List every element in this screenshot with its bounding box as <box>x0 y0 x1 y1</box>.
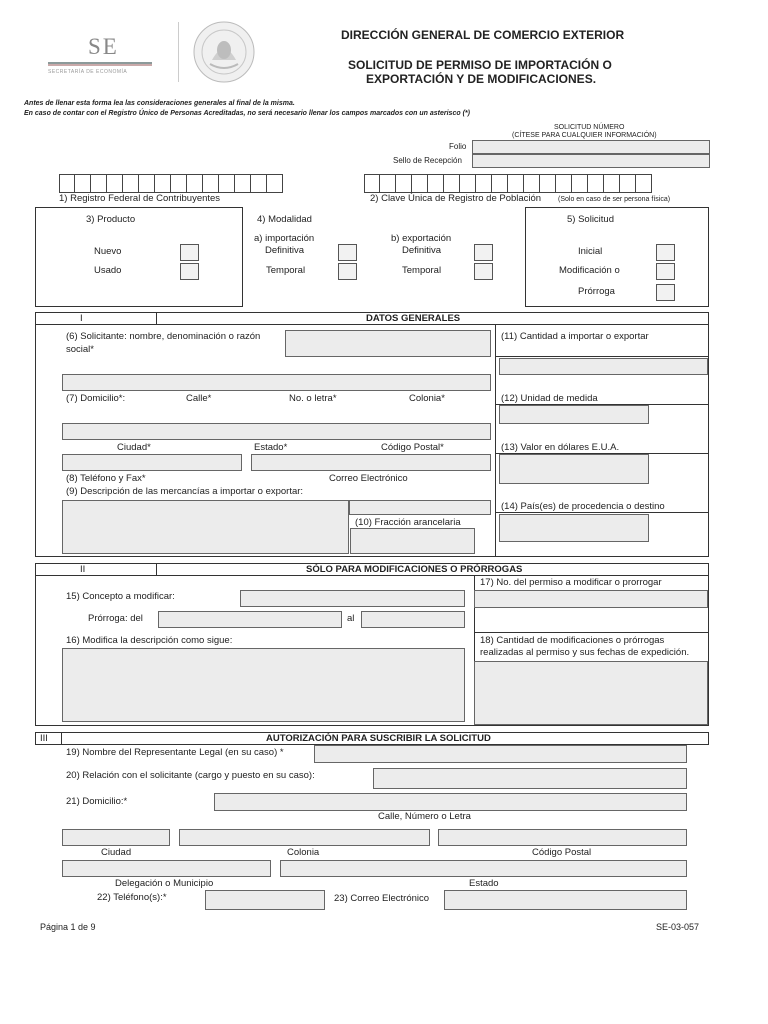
prorroga-al-field[interactable] <box>361 611 465 628</box>
logo-text: SE <box>88 34 119 59</box>
form-code: SE-03-057 <box>656 922 700 932</box>
section-2-number: II <box>36 564 157 575</box>
cantidad-label: (11) Cantidad a importar o exportar <box>501 331 649 342</box>
descripcion-label: (9) Descripción de las mercancías a importar o exportar: <box>66 486 304 497</box>
valor-field[interactable] <box>499 454 649 484</box>
exportacion-temporal-label: Temporal <box>402 265 442 276</box>
correo-label: Correo Electrónico <box>329 473 408 484</box>
pais-field[interactable] <box>499 514 649 542</box>
calle-numero-label: Calle, Número o Letra <box>378 811 471 822</box>
rfc-input-cells[interactable] <box>59 174 283 193</box>
section-3-header <box>35 732 709 745</box>
solicitud-prorroga-label: Prórroga <box>578 286 615 297</box>
solicitante-label-2: social* <box>66 344 94 355</box>
solicitud-tipo-title: 5) Solicitud <box>567 214 614 225</box>
solicitante-name-field[interactable] <box>62 374 491 391</box>
ciudad-label: Ciudad* <box>117 442 151 453</box>
citese-label: (CÍTESE PARA CUALQUIER INFORMACIÓN) <box>512 132 657 139</box>
solicitud-tipo-box <box>525 207 709 307</box>
instructions-line1: Antes de llenar esta forma lea las consideraciones generales al final de la misma. <box>24 100 295 107</box>
section-3-number: III <box>36 733 62 744</box>
domicilio-rep-field[interactable] <box>214 793 687 811</box>
curp-input-cells[interactable] <box>364 174 652 193</box>
sello-label: Sello de Recepción <box>393 156 462 165</box>
producto-usado-label: Usado <box>94 265 122 276</box>
ciudad-rep-label: Ciudad <box>101 847 132 858</box>
producto-nuevo-checkbox[interactable] <box>180 244 199 261</box>
header-divider <box>178 22 179 82</box>
modalidad-title: 4) Modalidad <box>257 214 312 225</box>
section-1-column-divider <box>495 325 496 557</box>
modifica-field[interactable] <box>62 648 465 722</box>
cp-rep-label: Código Postal <box>532 847 592 858</box>
solicitud-inicial-checkbox[interactable] <box>656 244 675 261</box>
prorroga-del-field[interactable] <box>158 611 342 628</box>
importacion-definitiva-label: Definitiva <box>265 245 305 256</box>
telefono-label: (8) Teléfono y Fax* <box>66 473 146 484</box>
cp-label: Código Postal* <box>381 442 444 453</box>
producto-nuevo-label: Nuevo <box>94 246 122 257</box>
colonia-rep-label: Colonia <box>287 847 320 858</box>
numero-label: No. o letra* <box>289 393 337 404</box>
importacion-temporal-label: Temporal <box>266 265 306 276</box>
ciudad-rep-field[interactable] <box>62 829 170 846</box>
delegacion-label: Delegación o Municipio <box>115 878 214 889</box>
estado-label: Estado* <box>254 442 288 453</box>
modalidad-importacion: a) importación <box>254 233 315 244</box>
producto-title: 3) Producto <box>86 214 136 225</box>
domicilio-field[interactable] <box>62 423 491 440</box>
ciudad-field[interactable] <box>62 454 242 471</box>
folio-label: Folio <box>449 142 467 151</box>
concepto-field[interactable] <box>240 590 465 607</box>
cantidad-mod-label-1: 18) Cantidad de modificaciones o prórrogas <box>480 635 665 646</box>
importacion-definitiva-checkbox[interactable] <box>338 244 357 261</box>
cantidad-mod-label-2: realizadas al permiso y sus fechas de expedición. <box>480 647 690 658</box>
fraccion-field[interactable] <box>350 528 475 554</box>
correo-rep-field[interactable] <box>444 890 687 910</box>
section-1-header <box>35 312 709 325</box>
solicitante-field[interactable] <box>285 330 491 357</box>
form-title-line1: SOLICITUD DE PERMISO DE IMPORTACIÓN O <box>348 58 612 72</box>
estado-rep-label: Estado <box>469 878 499 889</box>
section-3-title: AUTORIZACIÓN PARA SUSCRIBIR LA SOLICITUD <box>266 733 491 744</box>
producto-box <box>35 207 243 307</box>
solicitud-numero-label: SOLICITUD NÚMERO <box>554 124 625 131</box>
telefono-rep-field[interactable] <box>205 890 325 910</box>
relacion-label: 20) Relación con el solicitante (cargo y puesto en su caso): <box>66 770 315 781</box>
modifica-label: 16) Modifica la descripción como sigue: <box>66 635 233 646</box>
representante-field[interactable] <box>314 745 687 763</box>
section-1-number: I <box>36 313 157 324</box>
rfc-label: 1) Registro Federal de Contribuyentes <box>59 193 221 204</box>
page-number: Página 1 de 9 <box>40 922 96 932</box>
delegacion-field[interactable] <box>62 860 271 877</box>
cantidad-field[interactable] <box>499 358 708 375</box>
solicitud-inicial-label: Inicial <box>578 246 603 257</box>
no-permiso-label: 17) No. del permiso a modificar o prorrogar <box>480 577 662 588</box>
unidad-label: (12) Unidad de medida <box>501 393 598 404</box>
curp-label: 2) Clave Única de Registro de Población <box>370 193 542 204</box>
producto-usado-checkbox[interactable] <box>180 263 199 280</box>
colonia-rep-field[interactable] <box>179 829 430 846</box>
sello-field[interactable] <box>472 154 710 168</box>
exportacion-definitiva-checkbox[interactable] <box>474 244 493 261</box>
relacion-field[interactable] <box>373 768 687 789</box>
se-logo <box>40 28 160 74</box>
valor-label: (13) Valor en dólares E.U.A. <box>501 442 620 453</box>
descripcion-field[interactable] <box>62 500 349 554</box>
mexico-seal-icon <box>192 20 256 84</box>
logo-subtitle: SECRETARÍA DE ECONOMÍA <box>48 69 128 75</box>
section-2-header <box>35 563 709 576</box>
section-2-title: SÓLO PARA MODIFICACIONES O PRÓRROGAS <box>306 564 523 575</box>
representante-label: 19) Nombre del Representante Legal (en su caso) * <box>66 747 284 758</box>
folio-field[interactable] <box>472 140 710 154</box>
modalidad-exportacion: b) exportación <box>391 233 452 244</box>
calle-label: Calle* <box>186 393 212 404</box>
exportacion-temporal-checkbox[interactable] <box>474 263 493 280</box>
pais-label: (14) País(es) de procedencia o destino <box>501 501 665 512</box>
instructions-line2: En caso de contar con el Registro Único de Personas Acreditadas, no será necesario llenar los campos marcados con un asterisco (*) <box>24 110 470 117</box>
domicilio-label: (7) Domicilio*: <box>66 393 126 404</box>
cp-rep-field[interactable] <box>438 829 687 846</box>
solicitud-prorroga-checkbox[interactable] <box>656 284 675 301</box>
importacion-temporal-checkbox[interactable] <box>338 263 357 280</box>
prorroga-del-label: Prórroga: del <box>88 613 143 624</box>
cantidad-mod-field[interactable] <box>474 661 708 725</box>
section-1-title: DATOS GENERALES <box>366 313 461 324</box>
unidad-field[interactable] <box>499 405 649 424</box>
colonia-label: Colonia* <box>409 393 445 404</box>
exportacion-definitiva-label: Definitiva <box>402 245 442 256</box>
agency-title: DIRECCIÓN GENERAL DE COMERCIO EXTERIOR <box>341 28 625 42</box>
curp-note: (Solo en caso de ser persona física) <box>558 196 671 203</box>
solicitud-modificacion-label: Modificación o <box>559 265 620 276</box>
telefono-rep-label: 22) Teléfono(s):* <box>97 892 167 903</box>
estado-rep-field[interactable] <box>280 860 687 877</box>
concepto-label: 15) Concepto a modificar: <box>66 591 175 602</box>
correo-rep-label: 23) Correo Electrónico <box>334 893 430 904</box>
descripcion-field-top[interactable] <box>349 500 491 515</box>
prorroga-al-label: al <box>347 613 355 624</box>
form-title-line2: EXPORTACIÓN Y DE MODIFICACIONES. <box>366 72 597 86</box>
domicilio-rep-label: 21) Domicilio:* <box>66 796 128 807</box>
solicitud-modificacion-checkbox[interactable] <box>656 263 675 280</box>
solicitante-label: (6) Solicitante: nombre, denominación o razón <box>66 331 261 342</box>
estado-cp-field[interactable] <box>251 454 491 471</box>
no-permiso-field[interactable] <box>474 590 708 608</box>
fraccion-label: (10) Fracción arancelaria <box>355 517 461 528</box>
